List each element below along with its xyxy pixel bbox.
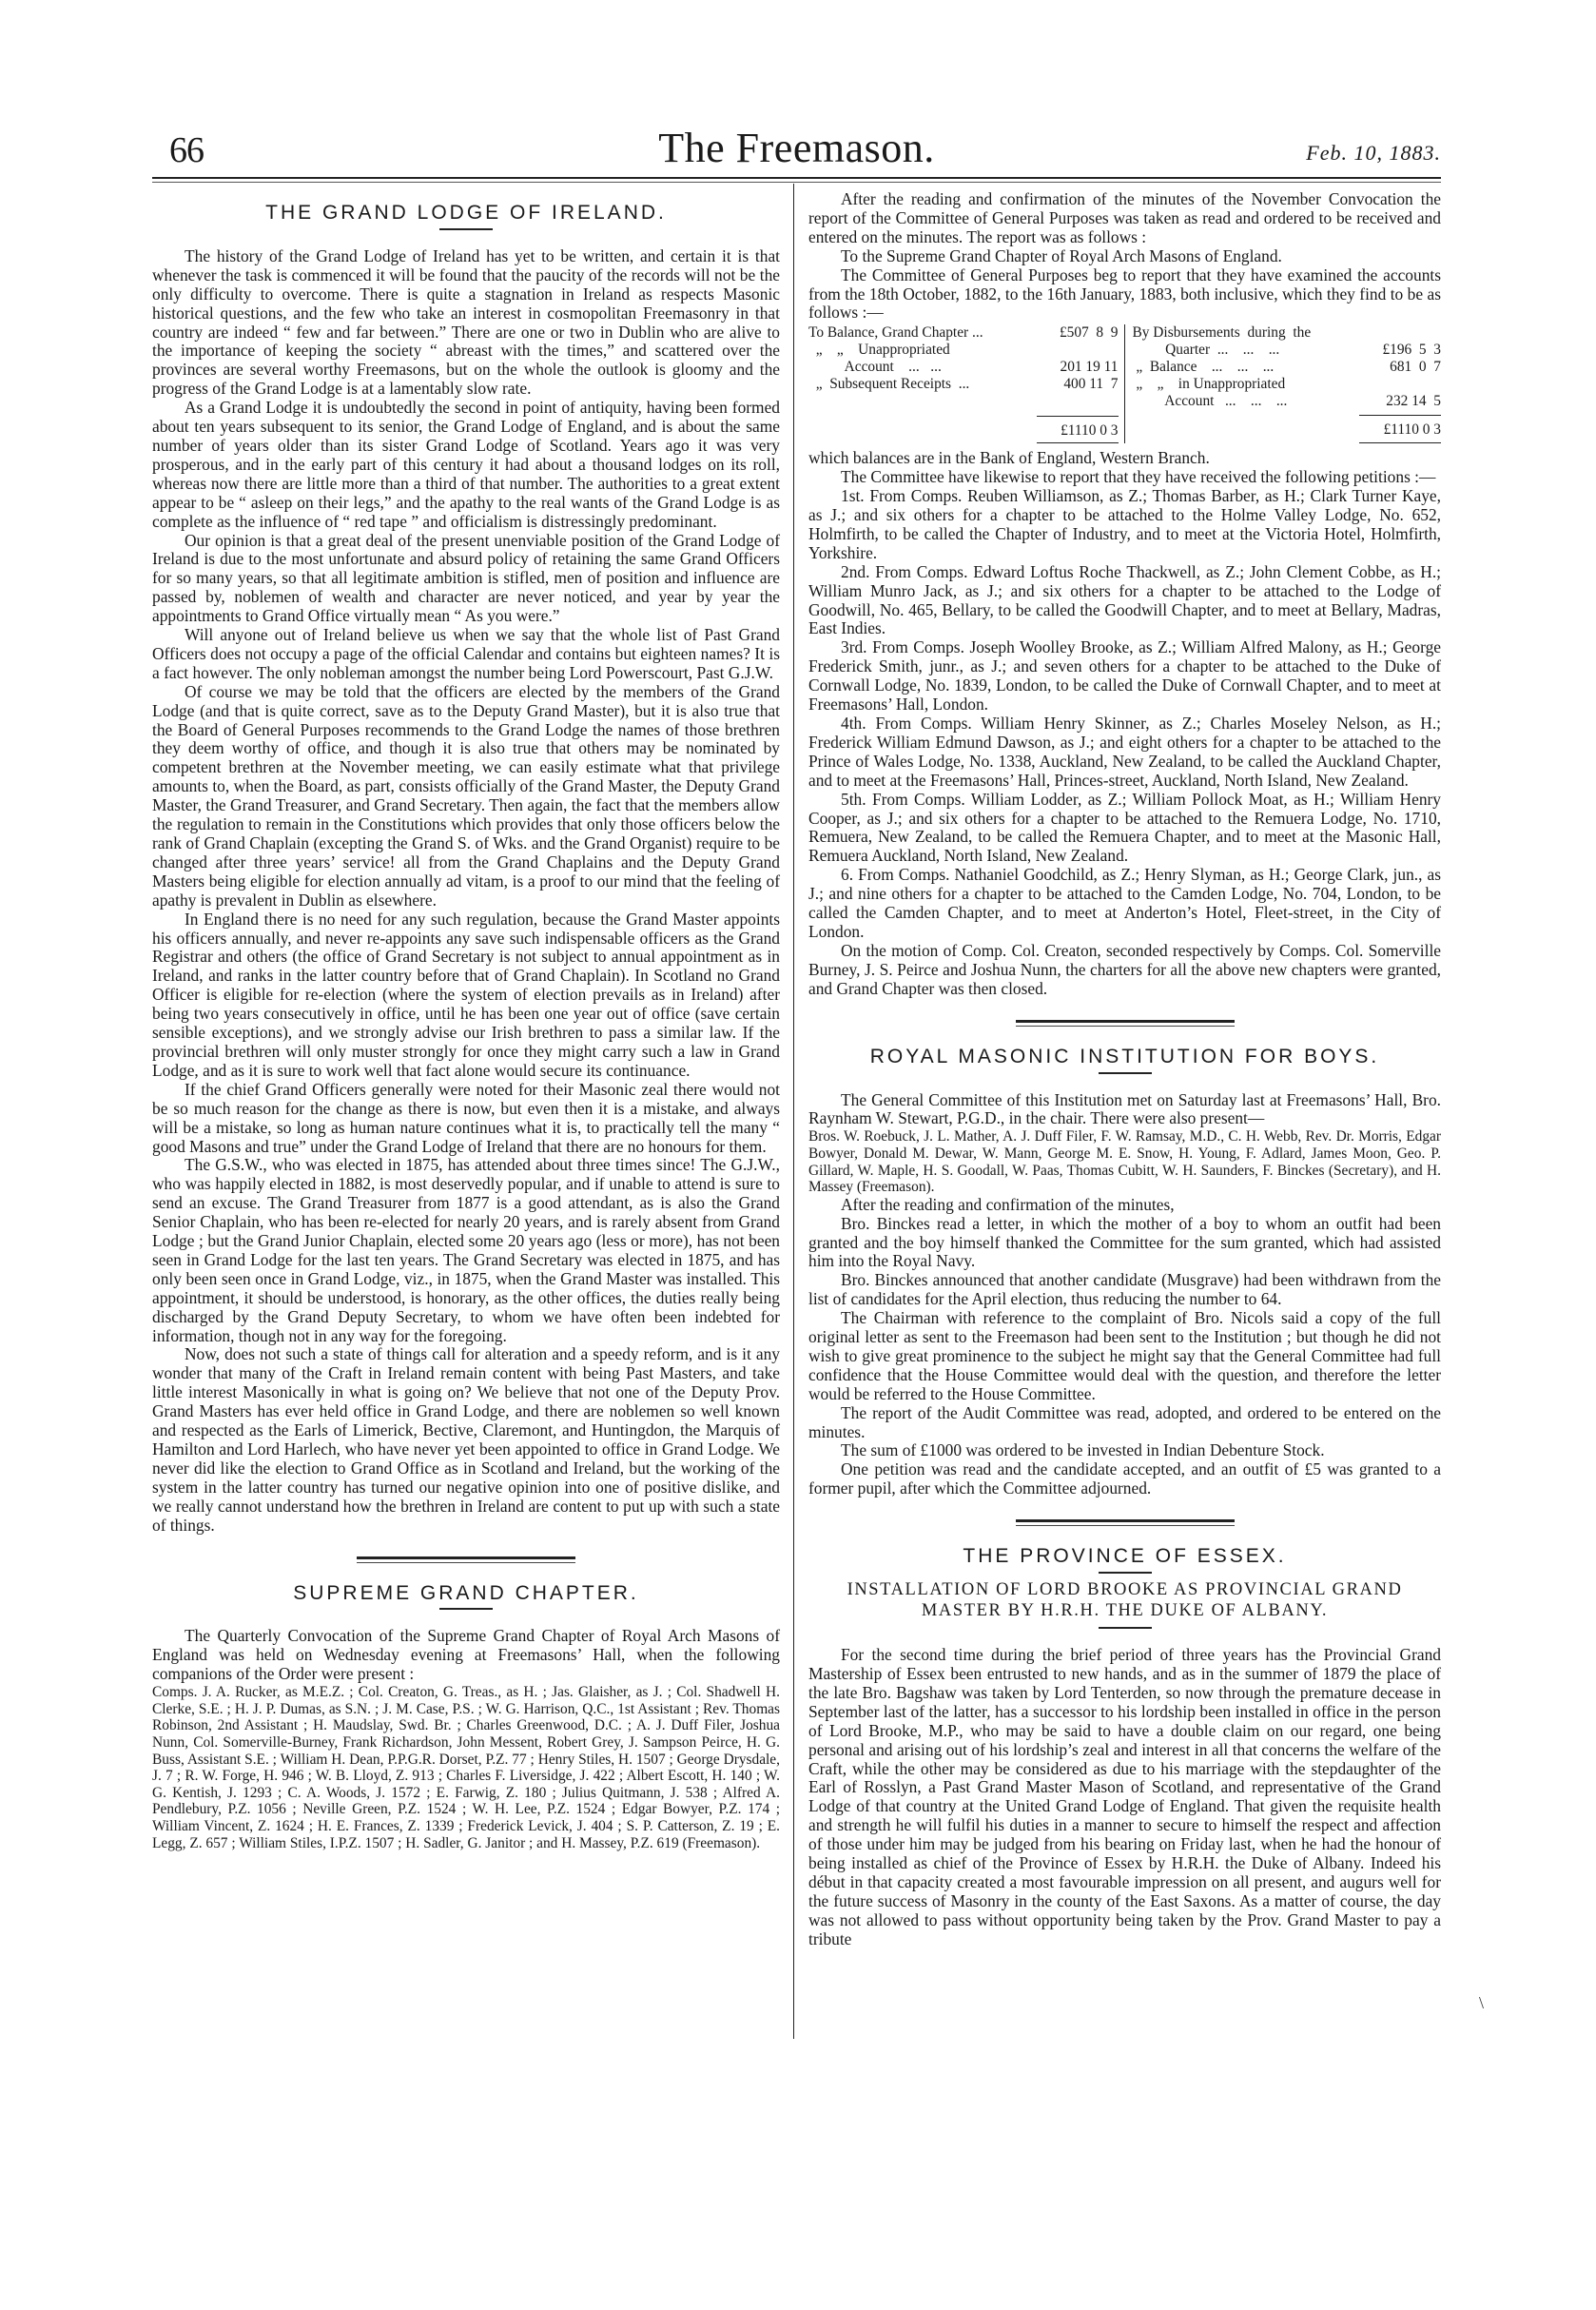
article-paragraph: To the Supreme Grand Chapter of Royal Arch Masons of England. (841, 245, 1282, 265)
newspaper-title: The Freemason. (658, 125, 935, 171)
article-paragraph: In England there is no need for any such regulation, because the Grand Master appoints his officers annually, and never re-appoints any save such indispensable officers as the Grand Registrar and others (the office of Grand Secretary is not subject to annual appointment as in Ireland, and ranks in the latter country before that of Grand Chaplain). In Scotland no Grand Officer is eligible for re-election (where the system of election prevails as in Ireland) after being two years consecutively in office, until he has been one year out of office (save certain sensible exceptions), and we strongly advise our Irish brethren to pass a similar law. If the provincial brethren will only muster strongly for once they might carry such a law in Grand Lodge, and as it is sure to work well that fact alone would secure its continuance. (152, 909, 780, 1080)
heading-rule (439, 228, 493, 230)
account-row: Account ... ... 201 19 11 (808, 358, 1119, 375)
disbursements-total: £1110 0 3 (1359, 415, 1441, 443)
petition-item: 3rd. From Comps. Joseph Woolley Brooke, as Z.; William Alfred Malony, as H.; George Frederick Smith, junr., as J.; and seven others for a chapter to be attached to the Duke of Cornwall Lodge, No. 1839, London, to be called the Duke of Cornwall Chapter, and to meet at Freemasons’ Hall, London. (808, 637, 1441, 715)
account-row: By Disbursements during the (1132, 324, 1312, 342)
heading-rule (1099, 1572, 1152, 1574)
article-paragraph: The Quarterly Convocation of the Supreme Grand Chapter of Royal Arch Masons of England was held on Wednesday evening at Freemasons’ Hall, when the following companions of the Order were present : (152, 1626, 780, 1684)
article-paragraph: Of course we may be told that the officers are elected by the members of the Grand Lodge (and that is quite correct, save as to the Deputy Grand Master), but it is also true that the Board of General Purposes recommends to the Grand Lodge the names of those brethren they deem worthy of office, and though it is also true that others may be nominated by competent brethren at the November meeting, we can easily estimate what that privilege amounts to, when the Board, as part, consists officially of the Grand Master, the Deputy Grand Master, the Grand Treasurer, and Grand Secretary. Then again, the fact that the members allow the regulation to remain in the Constitutions which provides that only those officers below the rank of Grand Chaplain (excepting the Grand S. of Wks. and the Grand Organist) require to be changed after three years’ service! all from the Grand Chaplains and the Deputy Grand Masters being eligible for election annually ad vitam, is a proof to our mind that the feeling of apathy is prevalent in Dublin as elsewhere. (152, 681, 780, 910)
article-paragraph: The sum of £1000 was ordered to be invested in Indian Debenture Stock. (841, 1440, 1325, 1460)
disbursements-side (1125, 324, 1442, 443)
page-number: 66 (169, 130, 204, 170)
account-row: „ Balance ... ... ... 681 0 7 (1132, 358, 1441, 375)
article-paragraph: which balances are in the Bank of England, Western Branch. (808, 448, 1210, 468)
article-paragraph: After the reading and confirmation of the minutes, (841, 1194, 1175, 1214)
article-paragraph: After the reading and confirmation of the minutes of the November Convocation the report of the Committee of General Purposes was taken as read and ordered to be received and entered on the minutes. The report was as follows : (808, 189, 1441, 246)
right-column (808, 190, 1441, 1949)
left-column (152, 190, 780, 1851)
newspaper-page (152, 0, 1441, 2310)
article-heading-essex: THE PROVINCE OF ESSEX. (963, 1545, 1287, 1568)
receipts-side (808, 324, 1125, 443)
receipts-total: £1110 0 3 (1037, 416, 1119, 444)
petition-item: 5th. From Comps. William Lodder, as Z.; William Pollock Moat, as H.; William Henry Cooper, as J.; and six others for a chapter to be attached to the Remuera Lodge, No. 1710, Remuera, New Zealand, to be called the Remuera Chapter, and to meet at the Masonic Hall, Remuera Auckland, North Island, New Zealand. (808, 789, 1441, 866)
article-paragraph: The history of the Grand Lodge of Ireland has yet to be written, and certain it is that whenever the task is commenced it will be found that the paucity of the records will not be the only difficulty to overcome. There is quite a stagnation in Ireland as respects Masonic historical questions, and the few who take an interest in cosmopolitan Freemasonry in that country are indeed “ few and far between.” There are one or two in Dublin who are alive to the importance of keeping the society “ abreast with the times,” and scattered over the provinces are several worthy Freemasons, but on the whole the outlook is gloomy and the progress of the Grand Lodge is at a lamentably slow rate. (152, 245, 780, 399)
account-row: To Balance, Grand Chapter ... £507 8 9 (808, 324, 1119, 342)
section-divider (1016, 1519, 1235, 1526)
article-paragraph: Our opinion is that a great deal of the present unenviable position of the Grand Lodge of Ireland is due to the most unfortunate and absurd policy of retaining the same Grand Officers for so many years, so that all legitimate ambition is stifled, men of position and influence are passed by, noblemen of wealth and character are never noticed, and year by year the appointments to Grand Office virtually mean “ As you were.” (152, 530, 780, 626)
section-divider (1016, 1020, 1235, 1027)
article-heading-grand-lodge-ireland: THE GRAND LODGE OF IRELAND. (265, 202, 667, 224)
account-row: „ Subsequent Receipts ... 400 11 7 (808, 375, 1119, 392)
heading-rule (1099, 1627, 1152, 1629)
article-paragraph: Will anyone out of Ireland believe us when we say that the whole list of Past Grand Officers does not occupy a page of the official Calendar and contains but eighteen names? It is a fact however. The only nobleman amongst the number being Lord Powerscourt, Past G.J.W. (152, 625, 780, 682)
article-paragraph: For the second time during the brief period of three years has the Provincial Grand Mastership of Essex been entrusted to new hands, and as in the summer of 1879 the place of the late Bro. Bagshaw was taken by Lord Tenterden, so now through the premature decease in September last of the latter, has a successor to his lordship been installed in office in the person of Lord Brooke, M.P., who may be said to have a double claim on our regard, one being personal and arising out of his lordship’s zeal and interest in all that concerns the welfare of the Craft, while the other may be considered as due to his marriage with the stepdaughter of the Earl of Rosslyn, a Past Grand Master Mason of Scotland, and representative of the Grand Lodge of that country at the United Grand Lodge of England. That given the requisite health and strength he will fulfil his duties in a manner to secure to himself the respect and affection of those under him may be judged from his bearing on Friday last, when he had the honour of being installed as chief of the Province of Essex by H.R.H. the Duke of Albany. Indeed his début in that capacity created a most favourable impression on all present, and augurs well for the future success of Masonry in the county of the East Saxons. As a matter of course, the day was not allowed to pass without opportunity being taken by the Prov. Grand Master to pay a tribute (808, 1645, 1441, 1948)
article-paragraph: The General Committee of this Institution met on Saturday last at Freemasons’ Hall, Bro. Raynham W. Stewart, P.G.D., in the chair. There were also present— (808, 1089, 1441, 1128)
heading-rule (1099, 1072, 1152, 1074)
article-paragraph: As a Grand Lodge it is undoubtedly the second in point of antiquity, having been formed about ten years subsequent to its senior, the Grand Lodge of England, and is about the same number of years older than its sister Grand Lodge of Scotland. Years ago it was very prosperous, and in the early part of this century it had about a thousand lodges on its roll, whereas now there are little more than a third of that number. The authorities to a great extent appear to be “ asleep on their legs,” and the apathy to the real wants of the Grand Lodge is as complete as the influence of “ red tape ” and officialism is distressingly predominant. (152, 398, 780, 531)
article-paragraph: The Chairman with reference to the complaint of Bro. Nicols said a copy of the full original letter as sent to the Freemason had been sent to the Institution ; but though he did not wish to give great prominence to the subject he might say that the General Committee had full confidence that the House Committee would deal with the question, and therefore the letter would be referred to the House Committee. (808, 1308, 1441, 1403)
article-paragraph: If the chief Grand Officers generally were noted for their Masonic zeal there would not be so much reason for the change as there is now, but even then it is a mistake, and always will be a mistake, so long as human nature continues what it is, to practically tell the many “ good Masons and true” under the Grand Lodge of Ireland that there are no honours for them. (152, 1079, 780, 1156)
petition-item: 2nd. From Comps. Edward Loftus Roche Thackwell, as Z.; John Clement Cobbe, as H.; William Munro Jack, as J.; and six others for a chapter to be attached to the Lodge of Goodwill, No. 465, Bellary, to be called the Goodwill Chapter, and to meet at Bellary, Madras, East Indies. (808, 561, 1441, 638)
account-row: „ „ Unappropriated (808, 342, 950, 359)
masthead (152, 120, 1441, 177)
article-heading-supreme-grand-chapter: SUPREME GRAND CHAPTER. (293, 1581, 639, 1604)
accounts-table (808, 324, 1441, 443)
petition-item: 6. From Comps. Nathaniel Goodchild, as Z.; Henry Slyman, as H.; George Clark, jun., as J.; and nine others for a chapter to be attached to the Camden Lodge, No. 704, London, to be called the Camden Chapter, and to meet at Anderton’s Hotel, Fleet-street, in the City of London. (808, 865, 1441, 941)
article-paragraph: On the motion of Comp. Col. Creaton, seconded respectively by Comps. Col. Somerville Burney, J. S. Peirce and Joshua Nunn, the charters for all the above new chapters were granted, and Grand Chapter was then closed. (808, 940, 1441, 998)
article-paragraph: The Committee of General Purposes beg to report that they have examined the accounts from the 18th October, 1882, to the 16th January, 1883, both inclusive, which they find to be as follows :— (808, 264, 1441, 323)
column-divider (793, 184, 794, 2039)
masthead-rule (152, 177, 1441, 179)
article-subheading: INSTALLATION OF LORD BROOKE AS PROVINCIAL GRAND MASTER BY H.R.H. THE DUKE OF ALBANY. (847, 1580, 1403, 1621)
article-paragraph: Bro. Binckes read a letter, in which the mother of a boy to whom an outfit had been granted and the boy himself thanked the Committee for the sum granted, which had assisted him into the Royal Navy. (808, 1213, 1441, 1271)
article-paragraph: One petition was read and the candidate accepted, and an outfit of £5 was granted to a former pupil, after which the Committee adjourned. (808, 1459, 1441, 1498)
margin-mark: \ (1479, 1993, 1485, 2012)
article-paragraph: Bro. Binckes announced that another candidate (Musgrave) had been withdrawn from the list of candidates for the April election, thus reducing the number to 64. (808, 1270, 1441, 1309)
section-divider (357, 1556, 575, 1563)
heading-rule (439, 1608, 493, 1610)
account-row: Account ... ... ... 232 14 5 (1132, 392, 1441, 409)
petition-item: 4th. From Comps. William Henry Skinner, as Z.; Charles Moseley Nelson, as H.; Frederick William Edmund Dawson, as J.; and eight others for a chapter to be attached to the Prince of Wales Lodge, No. 1338, Auckland, New Zealand, to be called the Auckland Chapter, and to meet at the Freemasons’ Hall, Princes-street, Auckland, North Island, New Zealand. (808, 714, 1441, 790)
article-paragraph: The Committee have likewise to report that they have received the following petitions :— (841, 467, 1436, 487)
article-heading-rmib: ROYAL MASONIC INSTITUTION FOR BOYS. (869, 1045, 1380, 1067)
issue-date: Feb. 10, 1883. (1306, 141, 1441, 165)
article-paragraph: The G.S.W., who was elected in 1875, has attended about three times since! The G.J.W., who was happily elected in 1882, is most deservedly popular, and if unable to attend is sure to send an excuse. The Grand Treasurer from 1877 is a good attendant, as is also the Grand Senior Chaplain, who has been re-elected for nearly 20 years, and is rarely absent from Grand Lodge ; but the Grand Junior Chaplain, elected some 20 years ago (less or more), has not been seen in Grand Lodge for the last ten years. The Grand Secretary was elected in 1875, and has only been seen once in Grand Lodge, viz., in 1875, when the Grand Master was installed. This appointment, it should be understood, is honorary, as the other offices, the duties really being discharged by the Grand Deputy Secretary, to whom we have often been indebted for information, though not in any way for the foregoing. (152, 1155, 780, 1345)
article-paragraph: Now, does not such a state of things call for alteration and a speedy reform, and is it any wonder that many of the Craft in Ireland remain content with being Past Masters, and take little interest Masonically in what is going on? We believe that not one of the Deputy Prov. Grand Masters has ever held office in Grand Lodge, and there are noblemen so well known and respected as the Earls of Limerick, Bective, Claremont, and Huntingdon, the Marquis of Hamilton and Lord Harlech, who have never yet been appointed to office in Grand Lodge. We never did like the election to Grand Office as in Scotland and Ireland, but the working of the system in the latter country has turned our negative opinion into one of positive dislike, and we really cannot understand how the brethren in Ireland are content to put up with such a state of things. (152, 1344, 780, 1535)
petition-item: 1st. From Comps. Reuben Williamson, as Z.; Thomas Barber, as H.; Clark Turner Kaye, as J.; and six others for a chapter to be attached to the Holme Valley Lodge, No. 652, Holmfirth, to be called the Chapter of Industry, and to meet at the Victoria Hotel, Holmfirth, Yorkshire. (808, 486, 1441, 562)
attendee-list: Comps. J. A. Rucker, as M.E.Z. ; Col. Creaton, G. Treas., as H. ; Jas. Glaisher, as J. ; Col. Shadwell H. Clerke, S.E. ; H. J. P. Dumas, as S.N. ; J. M. Case, P.S. ; W. G. Harrison, Q.C., 1st Assistant ; Rev. Thomas Robinson, 2nd Assistant ; H. Maudslay, Swd. Br. ; Charles Greenwood, D.C. ; A. J. Duff Filer, Joshua Nunn, Col. Somerville-Burney, Frank Richardson, John Messent, Robert Grey, J. Sampson Peirce, H. G. Buss, Assistant S.E. ; William H. Dean, P.P.G.R. Dorset, P.Z. 77 ; Henry Stiles, H. 1507 ; George Drysdale, J. 7 ; R. W. Forge, H. 946 ; W. B. Lloyd, Z. 913 ; Charles F. Liversidge, J. 422 ; Albert Escott, H. 140 ; W. G. Kentish, J. 1293 ; C. A. Woods, J. 1572 ; E. Farwig, Z. 180 ; Julius Quitmann, J. 538 ; Alfred A. Pendlebury, P.Z. 1056 ; Neville Green, P.Z. 1524 ; W. H. Lee, P.Z. 1524 ; Edgar Bowyer, P.Z. 174 ; William Vincent, Z. 1624 ; H. E. Frances, Z. 1339 ; Frederick Levick, J. 404 ; S. P. Catterson, Z. 19 ; E. Legg, Z. 657 ; William Stiles, I.P.Z. 1507 ; H. Sadler, G. Janitor ; and H. Massey, P.Z. 619 (Freemason). (152, 1684, 780, 1851)
article-paragraph: The report of the Audit Committee was read, adopted, and ordered to be entered on the minutes. (808, 1402, 1441, 1441)
account-row: Quarter ... ... ... £196 5 3 (1132, 342, 1441, 359)
attendee-list: Bros. W. Roebuck, J. L. Mather, A. J. Duff Filer, F. W. Ramsay, M.D., C. H. Webb, Rev. Dr. Morris, Edgar Bowyer, Donald M. Dewar, W. Mann, George M. E. Snow, H. Young, F. Adlard, James Moon, Geo. P. Gillard, W. Maple, H. S. Goodall, W. Paas, Thomas Cubitt, W. H. Saunders, F. Binckes (Secretary), and H. Massey (Freemason). (808, 1128, 1441, 1196)
masthead-rule-thin (152, 182, 1441, 183)
account-row: „ „ in Unappropriated (1132, 375, 1286, 392)
